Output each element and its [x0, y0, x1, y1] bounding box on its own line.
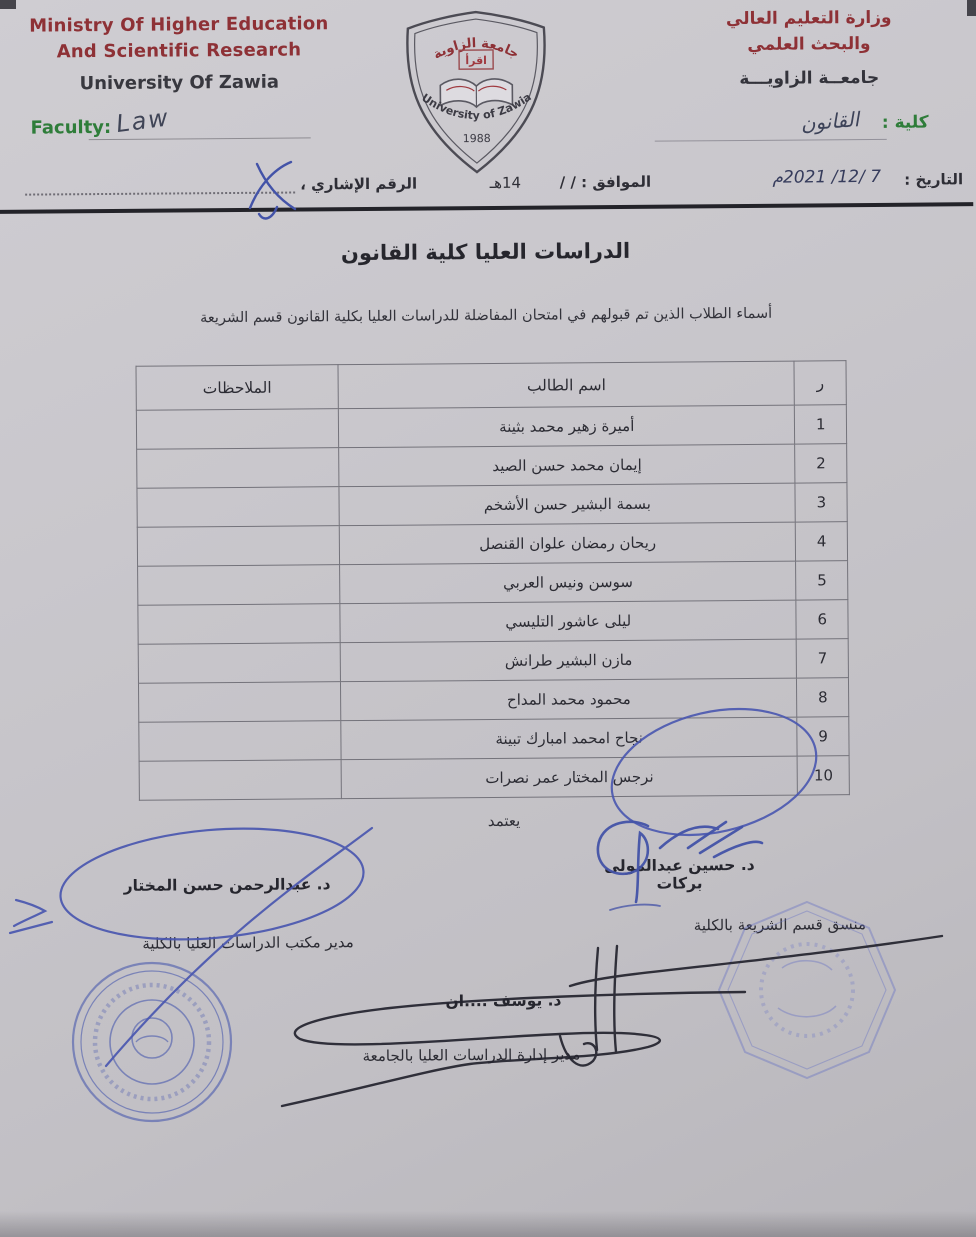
table-row [137, 444, 847, 489]
table-row [137, 483, 847, 528]
faculty-underline-ar [655, 139, 887, 142]
index-cell: 8 [797, 678, 849, 717]
index-cell: 5 [796, 561, 848, 600]
header-notes: الملاحظات [136, 365, 338, 411]
student-name-cell: نجاح امحمد امبارك تبينة [341, 717, 798, 760]
seal-bottom-arc-text: University of Zawia [419, 90, 534, 123]
right-signer-title: منسق قسم الشريعة بالكلية [693, 915, 867, 935]
ministry-line-ar: وزارة التعليم العالي [725, 7, 892, 30]
faculty-handwritten-value-en: Law [114, 103, 172, 139]
students-table [135, 360, 849, 801]
table-row [138, 639, 848, 684]
left-signer-name: د. عبدالرحمن حسن المختار [123, 875, 331, 895]
left-signer-title: مدير مكتب الدراسات العليا بالكلية [142, 933, 354, 953]
notes-cell [137, 526, 339, 567]
hijri-year-placeholder: 14هـ [489, 173, 522, 192]
document-subtitle: أسماء الطلاب الذين تم قبولهم في امتحان المفاضلة للدراسات العليا بكلية القانون قسم الشريعة [200, 305, 773, 327]
table-row [137, 522, 847, 567]
student-name-cell: مازن البشير طرانش [340, 639, 797, 682]
faculty-line-ar [639, 109, 929, 135]
notes-cell [137, 487, 339, 528]
index-cell: 6 [796, 600, 848, 639]
notes-cell [136, 409, 338, 450]
notes-cell [138, 643, 340, 684]
index-cell: 4 [796, 522, 848, 561]
faculty-label-en: Faculty: [30, 116, 112, 139]
faculty-line-en [30, 103, 330, 139]
header-index: ر [794, 361, 846, 405]
table-row [138, 561, 848, 606]
document-title: الدراسات العليا كلية القانون [340, 238, 631, 266]
ministry-line-en: Ministry Of Higher Education [29, 13, 329, 37]
header-english-block [14, 11, 345, 95]
corresponding-date-label: الموافق : / / [559, 172, 652, 192]
reference-date-row [0, 166, 973, 208]
table-row [139, 717, 849, 762]
notes-cell [138, 604, 340, 645]
student-name-cell: أميرة زهير محمد بثينة [338, 405, 795, 448]
right-signer-name: د. حسين عبدالمولى بركات [604, 855, 755, 893]
header-arabic-block [684, 4, 935, 89]
table-row [139, 756, 849, 801]
reference-number-label: الرقم الإشاري ، [300, 174, 418, 194]
table-row [138, 678, 848, 723]
student-name-cell: ليلى عاشور التليسي [340, 600, 797, 643]
reference-number-dotted-line [25, 172, 295, 196]
student-name-cell: ريحان رمضان علوان القنصل [339, 522, 796, 565]
ministry-line2-en: And Scientific Research [56, 39, 302, 63]
header-name: اسم الطالب [338, 361, 795, 409]
ministry-line2-ar: والبحث العلمي [747, 34, 871, 56]
university-seal-logo [384, 5, 569, 182]
center-signer-title: مدير إدارة الدراسات العليا بالجامعة [362, 1045, 581, 1066]
faculty-label-ar: كلية : [881, 112, 929, 133]
student-name-cell: سوسن ونيس العربي [340, 561, 797, 604]
student-name-cell: إيمان محمد حسن الصيد [339, 444, 796, 487]
center-signer-name: د. يوسف ....ان [445, 991, 562, 1011]
seal-book-text: اقرأ [465, 53, 487, 68]
index-cell: 7 [797, 639, 849, 678]
index-cell: 10 [798, 756, 850, 795]
student-name-cell: محمود محمد المداح [341, 678, 798, 721]
index-cell: 2 [795, 444, 847, 483]
date-label: التاريخ : [904, 170, 964, 189]
approve-word: يعتمد [487, 811, 521, 831]
notes-cell [139, 760, 341, 801]
faculty-handwritten-value-ar: القانون [799, 107, 860, 136]
index-cell: 3 [795, 483, 847, 522]
date-handwritten-value: 7 /12/ 2021م [772, 166, 882, 188]
index-cell: 1 [795, 405, 847, 444]
student-name-cell: نرجس المختار عمر نصرات [341, 756, 798, 799]
university-name-en: University Of Zawia [79, 71, 280, 95]
table-row [136, 405, 846, 450]
table-header-row [136, 361, 846, 411]
seal-top-arc-text: جامعة الزاوية [430, 36, 522, 63]
notes-cell [139, 721, 341, 762]
index-cell: 9 [797, 717, 849, 756]
student-name-cell: بسمة البشير حسن الأشخم [339, 483, 796, 526]
table-row [138, 600, 848, 645]
notes-cell [138, 565, 340, 606]
notes-cell [138, 682, 340, 723]
university-name-ar: جامعــة الزاويـــة [739, 67, 880, 89]
seal-year-text: 1988 [462, 131, 491, 146]
notes-cell [137, 448, 339, 489]
